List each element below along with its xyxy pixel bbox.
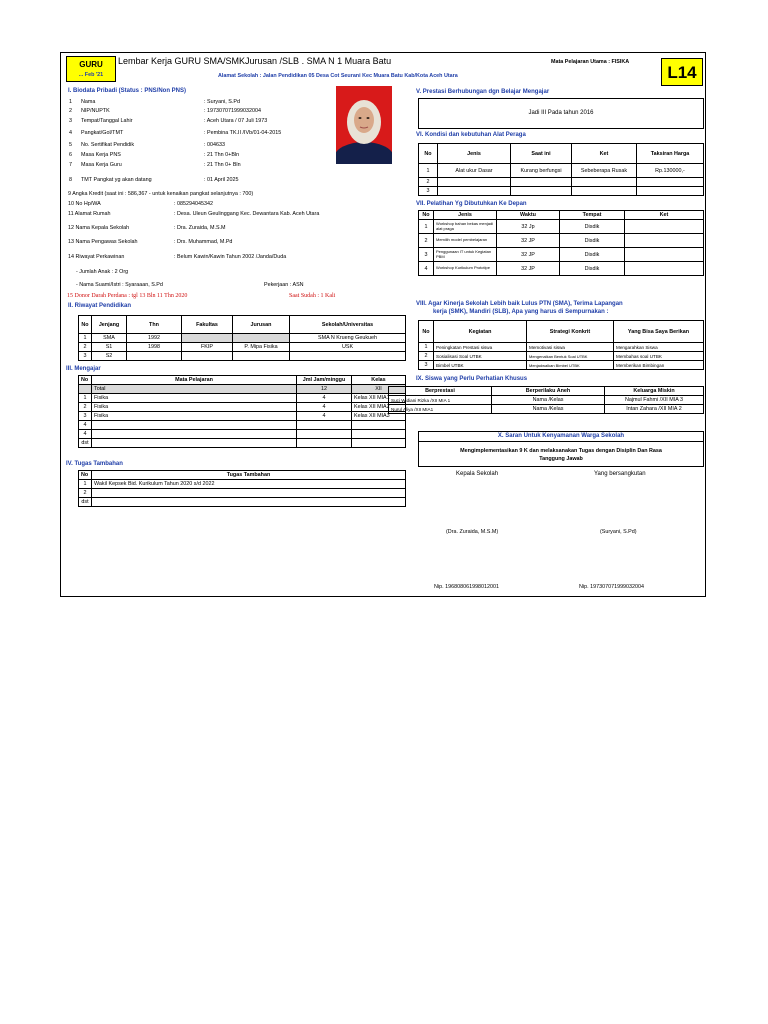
equipment-header-type: Jenis <box>438 144 511 164</box>
table-row <box>79 480 406 489</box>
table-cell: 3 <box>79 352 92 361</box>
biodata-row-value: : 004633 <box>204 142 225 148</box>
table-cell <box>438 187 511 196</box>
worksheet <box>60 52 706 597</box>
teaching-header-row <box>79 376 406 385</box>
table-cell: 4 <box>297 412 352 421</box>
biodata-row-label: TMT Pangkat yg akan datang <box>81 177 152 183</box>
table-row <box>79 498 406 507</box>
extra-duty-header-task: Tugas Tambahan <box>92 471 406 480</box>
table-row <box>79 430 406 439</box>
biodata-row-label: No. Sertifikat Pendidik <box>81 142 135 148</box>
table-cell: Najmul Fahmi /XII MIA 3 <box>605 396 704 405</box>
table-row <box>419 178 704 187</box>
biodata-row-11-label: 11 Alamat Rumah <box>68 211 111 217</box>
table-cell: 2 <box>79 489 92 498</box>
biodata-row-12-value: : Dra. Zuraida, M.S.M <box>174 225 226 231</box>
biodata-row-label: Pangkat/Gol/TMT <box>81 130 124 136</box>
performance-header-strategy: Strategi Konkrit <box>527 321 614 343</box>
table-cell <box>352 439 406 448</box>
training-table <box>418 210 704 276</box>
suggestion-text-line-2: Tanggung Jawab <box>539 456 583 462</box>
table-cell: Rp.130000,- <box>637 164 704 178</box>
table-cell: Disdik <box>560 234 625 248</box>
table-row <box>419 262 704 276</box>
teaching-total-row <box>79 385 406 394</box>
table-cell <box>79 385 92 394</box>
biodata-row-value: : 21 Thn 0+ Bln <box>204 162 241 168</box>
table-cell: 1 <box>419 343 434 352</box>
table-cell <box>352 421 406 430</box>
equipment-header-row <box>419 144 704 164</box>
suggestion-box <box>418 431 704 467</box>
table-cell: Sebeberapa Rusak <box>572 164 637 178</box>
education-header-faculty: Fakultas <box>182 316 233 334</box>
biodata-row-label: NIP/NUPTK <box>81 108 110 114</box>
table-cell <box>233 352 290 361</box>
table-cell: Fisika <box>92 403 297 412</box>
table-cell: SMA <box>92 334 127 343</box>
table-cell: Nama /Kelas <box>492 405 605 414</box>
students-header-achiever: Berprestasi <box>389 387 492 396</box>
biodata-row-14-label: 14 Riwayat Perkawinan <box>68 254 125 260</box>
table-cell: 32 JP <box>497 248 560 262</box>
biodata-row-value: : 21 Thn 0+Bln <box>204 152 240 158</box>
table-cell: Fisika <box>92 394 297 403</box>
teaching-total-label: Total <box>92 385 297 394</box>
table-cell <box>92 439 297 448</box>
teacher-name: (Suryani, S.Pd) <box>600 529 637 535</box>
education-header-row <box>79 316 406 334</box>
table-cell: 4 <box>297 403 352 412</box>
table-row <box>79 489 406 498</box>
table-cell: Peningkatan Prestasi siswa <box>434 343 527 352</box>
table-row <box>419 187 704 196</box>
table-cell: 4 <box>419 262 434 276</box>
table-cell: 2 <box>419 178 438 187</box>
table-cell <box>572 178 637 187</box>
performance-header-activity: Kegiatan <box>434 321 527 343</box>
table-cell <box>625 220 704 234</box>
table-row <box>79 439 406 448</box>
table-cell <box>182 352 233 361</box>
principal-nip: Nip. 196808061998012001 <box>434 584 500 590</box>
school-address: Alamat Sekolah : Jalan Pendidikan 05 Desa Cot Seurani Kec Muara Batu Kab/Kota Aceh Utara <box>218 73 458 79</box>
table-cell <box>290 352 406 361</box>
table-row <box>79 421 406 430</box>
biodata-row-10-value: : 085294045342 <box>174 201 213 207</box>
biodata-row-no: 5 <box>69 142 72 148</box>
biodata-row-value: : Pembina TK.II /IVb/01-04-2015 <box>204 130 282 136</box>
blood-donor-date: 15 Donor Darah Perdana : tgl 13 Bln 11 Thn 2020 <box>67 293 188 299</box>
table-cell <box>297 439 352 448</box>
table-row <box>419 343 704 352</box>
table-cell: Workshop bahan bekas menjadi alat praga <box>434 220 497 234</box>
table-cell: S1 <box>92 343 127 352</box>
table-cell <box>92 489 406 498</box>
table-cell: Menjadwalkan Bimbel UTBK <box>527 361 614 370</box>
table-cell <box>92 421 297 430</box>
students-header-poor: Keluarga Miskin <box>605 387 704 396</box>
training-header-no: No <box>419 211 434 220</box>
table-cell: Sosialisasi Soal UTBK <box>434 352 527 361</box>
biodata-row-10-label: 10 No Hp/WA <box>68 201 101 207</box>
performance-header-no: No <box>419 321 434 343</box>
table-cell <box>625 262 704 276</box>
biodata-row-no: 2 <box>69 108 72 114</box>
table-cell: 2 <box>419 352 434 361</box>
page-title: Lembar Kerja GURU SMA/SMKJurusan /SLB . SMA N 1 Muara Batu <box>118 56 392 66</box>
table-cell <box>92 498 406 507</box>
extra-duty-header-no: No <box>79 471 92 480</box>
biodata-row-no: 6 <box>69 152 72 158</box>
table-cell: 1 <box>79 480 92 489</box>
biodata-row-label: Masa Kerja PNS <box>81 152 121 158</box>
teacher-photo <box>336 86 392 164</box>
table-row <box>419 361 704 370</box>
table-row <box>79 394 406 403</box>
biodata-row-13-label: 13 Nama Pengawas Sekolah <box>68 239 138 245</box>
code-badge: L14 <box>661 58 703 86</box>
table-cell <box>637 178 704 187</box>
teaching-total-hours: 12 <box>297 385 352 394</box>
biodata-row-9: 9 Angka Kredit (saat ini : 586,367 - untuk kenaikan pangkat selanjutnya : 700) <box>68 191 254 197</box>
education-header-year: Thn <box>127 316 182 334</box>
extra-duty-title: IV. Tugas Tambahan <box>66 461 123 467</box>
table-row <box>419 164 704 178</box>
table-cell <box>352 430 406 439</box>
table-cell: 1 <box>79 334 92 343</box>
biodata-row-no: 4 <box>69 130 72 136</box>
equipment-header-no: No <box>419 144 438 164</box>
table-cell <box>127 352 182 361</box>
performance-header-row <box>419 321 704 343</box>
table-cell: 32 Jp <box>497 220 560 234</box>
table-cell <box>92 430 297 439</box>
biodata-row-no: 1 <box>69 99 72 105</box>
table-cell: 3 <box>419 187 438 196</box>
spouse-occupation: Pekerjaan : ASN <box>264 282 304 288</box>
performance-table <box>418 320 704 370</box>
principal-label: Kepala Sekolah <box>456 471 499 477</box>
education-header-level: Jenjang <box>92 316 127 334</box>
education-header-no: No <box>79 316 92 334</box>
education-title: II. Riwayat Pendidikan <box>68 303 132 309</box>
table-cell: S2 <box>92 352 127 361</box>
table-cell <box>637 187 704 196</box>
education-header-school: Sekolah/Universitas <box>290 316 406 334</box>
teaching-header-class: Kelas <box>352 376 406 385</box>
biodata-row-no: 8 <box>69 177 72 183</box>
performance-header-contribution: Yang Bisa Saya Berikan <box>614 321 704 343</box>
table-row <box>79 343 406 352</box>
table-cell: FKIP <box>182 343 233 352</box>
achievement-title: V. Prestasi Berhubungan dgn Belajar Mengajar <box>416 89 550 95</box>
education-table <box>78 315 406 361</box>
table-cell: P. Mipa Fisika <box>233 343 290 352</box>
table-row <box>419 248 704 262</box>
table-cell: 2 <box>79 343 92 352</box>
table-cell: 4 <box>297 394 352 403</box>
biodata-row-value: : 197307071999032004 <box>204 108 261 114</box>
students-table <box>388 386 704 414</box>
table-cell: 4 <box>79 430 92 439</box>
table-cell: 1 <box>79 394 92 403</box>
table-cell: USK <box>290 343 406 352</box>
education-header-major: Jurusan <box>233 316 290 334</box>
biodata-row-no: 7 <box>69 162 72 168</box>
spouse-name: - Nama Suami/Istri : Syaraaan, S.Pd <box>76 282 163 288</box>
biodata-row-no: 3 <box>69 118 72 124</box>
biodata-row-label: Masa Kerja Guru <box>81 162 122 168</box>
principal-name: (Dra. Zuraida, M.S.M) <box>446 529 499 535</box>
table-cell <box>438 178 511 187</box>
table-cell <box>625 248 704 262</box>
table-cell: Memilih model pembelajaran <box>434 234 497 248</box>
guru-label-box <box>66 56 116 82</box>
training-header-place: Tempat <box>560 211 625 220</box>
table-cell: 1998 <box>127 343 182 352</box>
table-cell: SMA N Krueng Geukueh <box>290 334 406 343</box>
table-cell: Workshop Kurikulum Prototipe <box>434 262 497 276</box>
equipment-table <box>418 143 704 196</box>
main-subject: Mata Pelajaran Utama : FISIKA <box>551 59 630 65</box>
teaching-table <box>78 375 406 448</box>
table-cell: Nurul Aliya /XII MIA1 <box>389 405 492 414</box>
suggestion-text-line-1: Mengimplementasikan 9 K dan melaksanakan Tugas dengan Disiplin Dan Rasa <box>460 448 662 454</box>
equipment-title: VI. Kondisi dan kebutuhan Alat Peraga <box>416 132 526 138</box>
biodata-title: I. Biodata Pribadi (Status : PNS/Non PNS) <box>68 88 187 94</box>
table-cell: Mengarahkan Siswa <box>614 343 704 352</box>
biodata-row-label: Tempat/Tanggal Lahir <box>81 118 133 124</box>
table-cell: Alat ukur Dasar <box>438 164 511 178</box>
table-cell: 4 <box>79 421 92 430</box>
table-cell: 2 <box>419 234 434 248</box>
achievement-box <box>418 98 704 129</box>
training-header-row <box>419 211 704 220</box>
table-cell <box>511 187 572 196</box>
table-cell: 3 <box>419 248 434 262</box>
table-cell: dst <box>79 439 92 448</box>
table-cell: Memotivasi siswa <box>527 343 614 352</box>
students-header-behavior: Berperilaku Aneh <box>492 387 605 396</box>
training-title: VII. Pelatihan Yg Dibutuhkan Ke Depan <box>416 201 527 207</box>
teaching-header-subject: Mata Pelajaran <box>92 376 297 385</box>
biodata-row-13-value: : Drs. Muhammad, M.Pd <box>174 239 233 245</box>
table-cell: Intan Zahara /XII MIA 2 <box>605 405 704 414</box>
table-cell <box>233 334 290 343</box>
children-count: - Jumlah Anak : 2 Org <box>76 269 129 275</box>
table-cell: Memberikan Bimbingan <box>614 361 704 370</box>
teaching-header-no: No <box>79 376 92 385</box>
teaching-header-hours: Jml Jam/minggu <box>297 376 352 385</box>
extra-duty-header-row <box>79 471 406 480</box>
students-header-row <box>389 387 704 396</box>
guru-label: GURU <box>79 60 103 69</box>
achievement-text: Jadi III Pada tahun 2016 <box>528 110 594 116</box>
biodata-row-value: : 01 April 2025 <box>204 177 239 183</box>
table-cell: Mengenalkan Bentuk Soal UTBK <box>527 352 614 361</box>
suggestion-divider <box>419 441 703 442</box>
equipment-header-note: Ket <box>572 144 637 164</box>
table-cell: Disdik <box>560 220 625 234</box>
table-cell <box>511 178 572 187</box>
biodata-row-11-value: : Desa. Uleun Geulinggang Kec. Dewantara Kab. Aceh Utara <box>174 211 320 217</box>
table-row <box>419 220 704 234</box>
table-cell: Kelas XII MIA2 <box>352 403 406 412</box>
table-row <box>79 334 406 343</box>
table-cell: Kelas XII MIA3 <box>352 412 406 421</box>
teacher-nip: Nip. 197307071999032004 <box>579 584 645 590</box>
performance-title-line-2: kerja (SMK), Mandiri (SLB), Apa yang harus di Sempurnakan : <box>433 309 609 315</box>
students-title: IX. Siswa yang Perlu Perhatian Khusus <box>416 376 528 382</box>
table-cell: Suci Widiani Rizka /XII MIA 1 <box>389 396 492 405</box>
extra-duty-table <box>78 470 406 507</box>
training-header-type: Jenis <box>434 211 497 220</box>
table-cell: Kurang berfungsi <box>511 164 572 178</box>
performance-title-line-1: VIII. Agar Kinerja Sekolah Lebih baik Lulus PTN (SMA), Terima Lapangan <box>416 301 623 307</box>
table-row <box>419 352 704 361</box>
table-cell: Bimbel UTBK <box>434 361 527 370</box>
biodata-row-14-value: : Belum Kawin/Kawin Tahun 2002 /Janda/Duda <box>174 254 287 260</box>
table-cell: Disdik <box>560 248 625 262</box>
table-cell: Nama /Kelas <box>492 396 605 405</box>
table-cell: Disdik <box>560 262 625 276</box>
table-cell <box>297 421 352 430</box>
table-cell: Wakil Kepsek Bid. Kurikulum Tahun 2020 s/d 2022 <box>92 480 406 489</box>
biodata-row-label: Nama <box>81 99 96 105</box>
biodata-row-value: : Suryani, S.Pd <box>204 99 240 105</box>
table-cell: 1 <box>419 220 434 234</box>
table-row <box>79 352 406 361</box>
teacher-label: Yang bersangkutan <box>594 471 646 477</box>
table-cell: Fisika <box>92 412 297 421</box>
blood-donor-count: Saat Sudah : 1 Kali <box>289 293 336 299</box>
table-cell: 2 <box>79 403 92 412</box>
table-cell: dst <box>79 498 92 507</box>
teaching-total-class: XII <box>352 385 406 394</box>
suggestion-title: X. Saran Untuk Kenyamanan Warga Sekolah <box>497 433 625 439</box>
table-cell: 3 <box>79 412 92 421</box>
teaching-title: III. Mengajar <box>66 366 101 372</box>
table-row <box>389 405 704 414</box>
biodata-row-value: : Aceh Utara / 07 Juli 1973 <box>204 118 268 124</box>
table-cell <box>297 430 352 439</box>
table-cell: Penggunaan IT untuk Kegiatan PBM <box>434 248 497 262</box>
table-cell: 32 JP <box>497 234 560 248</box>
table-cell: Membahas soal UTBK <box>614 352 704 361</box>
table-cell: 3 <box>419 361 434 370</box>
table-row <box>389 396 704 405</box>
table-cell <box>572 187 637 196</box>
portrait-image <box>336 86 392 164</box>
period-label: ... Feb '21 <box>78 72 104 78</box>
training-header-note: Ket <box>625 211 704 220</box>
equipment-header-price: Taksiran Harga <box>637 144 704 164</box>
table-row <box>419 234 704 248</box>
table-cell: 1992 <box>127 334 182 343</box>
table-row <box>79 412 406 421</box>
table-cell: 32 JP <box>497 262 560 276</box>
table-cell: 1 <box>419 164 438 178</box>
training-header-time: Waktu <box>497 211 560 220</box>
biodata-row-12-label: 12 Nama Kepala Sekolah <box>68 225 130 231</box>
equipment-header-now: Saat ini <box>511 144 572 164</box>
table-row <box>79 403 406 412</box>
table-cell <box>182 334 233 343</box>
table-cell: Kelas XII MIA1 <box>352 394 406 403</box>
table-cell <box>625 234 704 248</box>
